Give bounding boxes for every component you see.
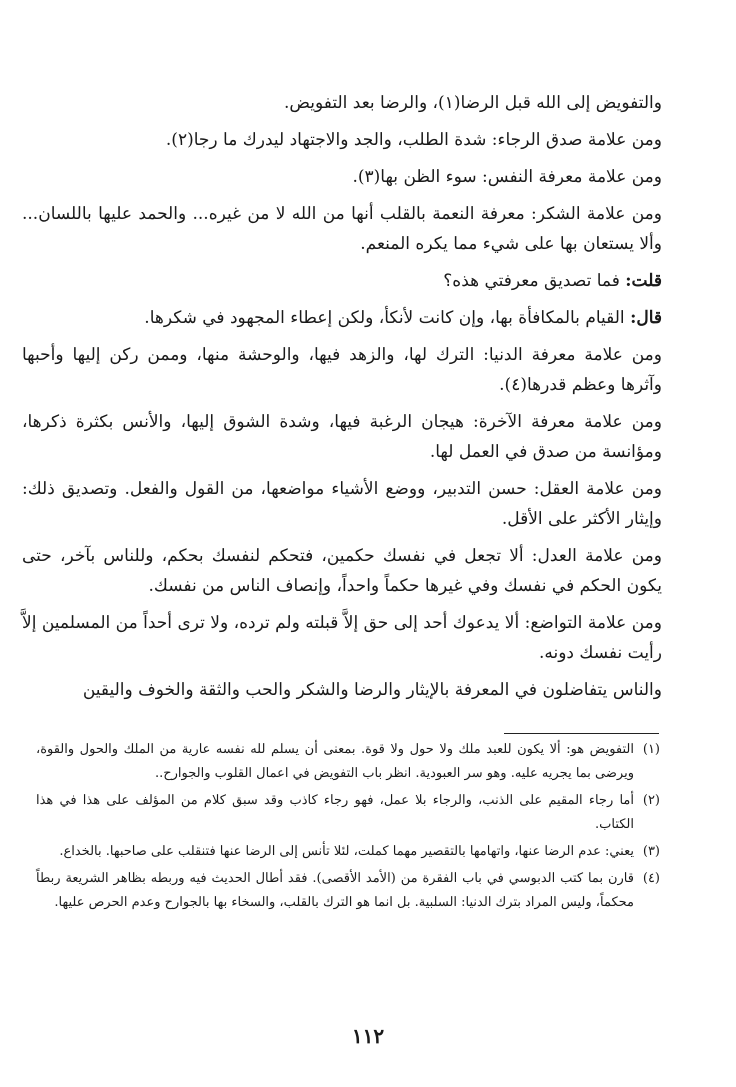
paragraph-nafs (22, 162, 662, 192)
main-text (22, 88, 662, 712)
footnote-1 (36, 738, 660, 786)
paragraph-text: والناس يتفاضلون في المعرفة بالإيثار والرضا والشكر والحب والثقة والخوف واليقين (82, 680, 662, 700)
paragraph-text: ومن علامة الشكر: معرفة النعمة بالقلب أنها من الله لا من غيره... والحمد عليها باللسان... وألا يستعان بها على شيء مما يكره المنعم. (22, 204, 662, 254)
paragraph-lead: قال: (630, 308, 662, 328)
footnote-text: يعني: عدم الرضا عنها، واتهامها بالتقصير مهما كملت، لئلا تأنس إلى الرضا عنها فتنقلب على صاحبها. بالخداع. (59, 844, 634, 859)
paragraph-aql (22, 474, 662, 534)
paragraph-tafwid (22, 88, 662, 118)
page-number: ١١٢ (351, 1024, 385, 1048)
paragraph-text: ومن علامة معرفة الدنيا: الترك لها، والزهد فيها، والوحشة منها، وممن ركن إليها وأحبها وآثرها وعظم قدرها(٤). (22, 345, 662, 395)
footnote-text: التفويض هو: ألا يكون للعبد ملك ولا حول ولا قوة. بمعنى أن يسلم لله نفسه عارية من الملك والحول والقوة، ويرضى بما يجريه عليه. وهو سر العبودية. انظر باب التفويض في اعمال القلوب والجوارح.. (36, 742, 634, 781)
footnote-4 (36, 867, 660, 915)
paragraph-qultu (22, 266, 662, 296)
paragraph-text: ومن علامة العدل: ألا تجعل في نفسك حكمين، فتحكم لنفسك بحكم، وللناس بآخر، حتى يكون الحكم في نفسك وفي غيرها حكماً واحداً، وإنصاف الناس من نفسك. (22, 546, 662, 596)
paragraph-raja (22, 125, 662, 155)
footnote-number: (١) (642, 742, 660, 757)
footnote-text: أما رجاء المقيم على الذنب، والرجاء بلا عمل، فهو رجاء كاذب وقد سبق كلام من المؤلف على هذا في هذا الكتاب. (36, 793, 634, 832)
footnotes (36, 738, 660, 918)
paragraph-text: فما تصديق معرفتي هذه؟ (443, 271, 620, 291)
paragraph-qala (22, 303, 662, 333)
footnote-number: (٤) (642, 871, 660, 886)
footnote-2 (36, 789, 660, 837)
paragraph-nas (22, 675, 662, 705)
footnote-text: قارن بما كتب الدبوسي في باب الفقرة من (الأمد الأقصى). فقد أطال الحديث فيه وربطه بظاهر الشريعة ربطاً محكماً، وليس المراد بترك الدنيا: السلبية. بل انما هو الترك بالقلب، والسخاء بها بالجوارح وعدم الحرص عليها. (36, 871, 634, 910)
footnote-3 (36, 840, 660, 864)
footnote-number: (٢) (642, 793, 660, 808)
paragraph-text: القيام بالمكافأة بها، وإن كانت لأنكأ، ولكن إعطاء المجهود في شكرها. (144, 308, 625, 328)
paragraph-lead: قلت: (625, 271, 662, 291)
footnote-separator (504, 733, 659, 734)
paragraph-text: ومن علامة صدق الرجاء: شدة الطلب، والجد والاجتهاد ليدرك ما رجا(٢). (165, 130, 662, 150)
paragraph-adl (22, 541, 662, 601)
paragraph-akhira (22, 407, 662, 467)
paragraph-tawadu (22, 608, 662, 668)
paragraph-text: ومن علامة معرفة النفس: سوء الظن بها(٣). (352, 167, 662, 187)
paragraph-text: والتفويض إلى الله قبل الرضا(١)، والرضا بعد التفويض. (284, 93, 662, 113)
paragraph-text: ومن علامة التواضع: ألا يدعوك أحد إلى حق إلاَّ قبلته ولم ترده، ولا ترى أحداً من المسلمين إلاَّ رأيت نفسك دونه. (22, 613, 662, 663)
footnote-number: (٣) (642, 844, 660, 859)
paragraph-text: ومن علامة معرفة الآخرة: هيجان الرغبة فيها، وشدة الشوق إليها، والأنس بكثرة ذكرها، ومؤانسة من صدق في العمل لها. (22, 412, 662, 462)
paragraph-shukr (22, 199, 662, 259)
paragraph-dunya (22, 340, 662, 400)
paragraph-text: ومن علامة العقل: حسن التدبير، ووضع الأشياء مواضعها، من القول والفعل. وتصديق ذلك: وإيثار الأكثر على الأقل. (22, 479, 662, 529)
